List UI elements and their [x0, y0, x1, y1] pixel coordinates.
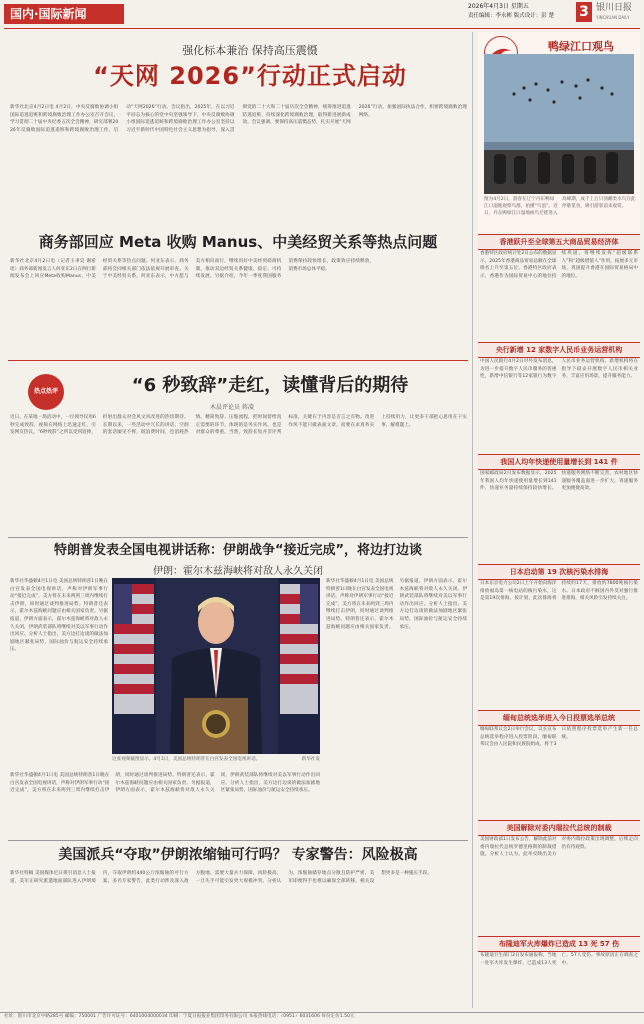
uranium-body: 新华社特稿 美国媒体近日援引消息人士报道，美军正研究派遣地面部队进入伊朗境内，夺取伊朗约440公斤浓缩铀的可行方案。多名专家警告，此类行动涉及深入敌方腹地、需要大量兵力保障，风险极高，一旦失手可能引发更大规模冲突。分析认为，浓缩铀储存地点分散且防护严密，美军即便得手也难以确保全部转移，相关设想更多是一种施压手段。 [10, 871, 432, 884]
header-rule [4, 28, 640, 29]
birdwatch-photo [484, 54, 634, 194]
uranium-divider [8, 840, 468, 841]
brief5-title: 缅甸总统选举进入今日投票选举总统 [503, 714, 615, 722]
brief6-title-box [478, 820, 640, 836]
trump-photo-illustration [112, 578, 320, 754]
brief7-title-box [478, 936, 640, 952]
trump-subhead: 伊朗：霍尔木兹海峡将对敌人永久关闭 [153, 566, 323, 577]
brief4-body: 日本东京电力公司2日上午开始向海洋排放福岛第一核电站的核污染水，这是第19次排海。按计划，此次排海将持续约17天，排放约7800吨核污染水。日本政府不顾国内外反对强行推进排海，相关风险引发持续关注。 [480, 581, 638, 602]
brief4-title: 日本启动第 19 次核污染水排海 [509, 568, 609, 576]
column-separator [472, 32, 473, 1008]
page-header [0, 0, 644, 28]
trump-headline: 特朗普发表全国电视讲话称：伊朗战争“接近完成”，将边打边谈 [53, 543, 423, 558]
uranium-headline: 美国派兵“夺取”伊朗浓缩铀可行吗？ 专家警告：风险极高 [58, 847, 418, 863]
lead-body: 新华社北京4月2日电 4月2日，中央反腐败协调小组国际追逃追赃和跨境腐败治理工作办公室召开会议，学习贯彻二十届中央纪委五次全会精神，研究部署2026年反腐败国际追逃追赃和跨境腐败治理工作，启动“天网2026”行动。会议指出，2025年，在以习近平同志为核心的党中央坚强领导下，中央反腐败协调小组国际追逃追赃和跨境腐败治理工作办公室坚持以习近平新时代中国特色社会主义思想为指导，深入贯彻党的二十大和二十届历次全会精神，统筹推进追逃防逃追赃，持续深化跨境腐败治理，取得新进展新成效。会议强调，要保持高压震慑态势，扎实开展“天网2026”行动，加强国际执法合作，织密跨境腐败治理网络。 [10, 105, 467, 133]
brief5-title-box [478, 710, 640, 726]
trump-body-left: 新华社华盛顿4月1日电 美国总统特朗普1日晚在白宫发表全国电视讲话，声称对伊朗军事行动“接近完成”，美方将在未来两到三周内继续打击伊朗，同时通过谈判推进局势。特朗普还表示，霍尔木兹海峡问题应由相关国家负责。另据报道，伊朗方面表示，霍尔木兹海峡将对敌人永久关闭，伊朗武装部队将继续对美以军事行动作出回应。分析人士指出，美方边打边谈的做法加剧地区紧张局势，国际油价与航运安全持续承压。 [10, 579, 108, 653]
hot-byline: 木晨评论员 蒋凌 [210, 404, 254, 411]
brief7-title: 布隆迪军火库爆炸已造成 13 死 57 伤 [498, 940, 620, 948]
meta-headline: 商务部回应 Meta 收购 Manus、中美经贸关系等热点问题 [38, 233, 438, 251]
trump-photo [112, 578, 320, 754]
trump-body-bottom: 新华社华盛顿4月1日电 美国总统特朗普1日晚在白宫发表全国电视讲话，声称对伊朗军事行动“接近完成”，美方将在未来两到三周内继续打击伊朗，同时通过谈判推进局势。特朗普还表示，霍尔木兹海峡问题应由相关国家负责。另据报道，伊朗方面表示，霍尔木兹海峡将对敌人永久关闭，伊朗武装部队将继续对美以军事行动作出回应。分析人士指出，美方边打边谈的做法加剧地区紧张局势，国际油价与航运安全持续承压。 [10, 773, 320, 794]
brief3-body: 国家邮政局2日发布数据显示，2025年我国人均年快递使用量增长到141件，快递业务量持续保持较快增长。快递服务网络不断完善，农村地区快递服务覆盖面进一步扩大，寄递服务更加便捷高效。 [480, 471, 638, 492]
birdwatch-caption: 图为4月2日，游客在辽宁丹东鸭绿江口湿地观察鸟群，拍摄“鸟浪”。近日，丹东鸭绿江口湿地候鸟迁徙进入高峰期，成千上万只鸻鹬类水鸟在此停歇觅食，吸引游客前来观赏。 [484, 197, 636, 216]
us-flag-left [114, 584, 154, 714]
lead-kicker: 强化标本兼治 保持高压震慑 [182, 44, 318, 57]
trump-photo-credit: 新华社发 [301, 757, 320, 762]
brief2-title: 央行新增 12 家数字人民币业务运营机构 [495, 346, 623, 354]
hot-badge [28, 374, 64, 410]
paper-name-en: YINCHUAN DAILY [596, 15, 630, 20]
brief1-body: 香港特区政府统计处2日公布的数据显示，2025年香港商品贸易总额在全球排名上升至第五位。香港特区政府表示，香港作为国际贸易中心的地位持续巩固，将继续发挥“超级联系人”和“超级增值人”作用，拓展多元市场，巩固提升香港在国际贸易格局中的地位。 [480, 251, 638, 279]
brief6-title: 美国解除对委内瑞拉代总统的制裁 [506, 824, 612, 832]
editor-credits: 责任编辑：李永彬 版式设计：彭 楚 [468, 13, 554, 19]
issue-date: 2026年4月3日 星期五 [468, 3, 529, 10]
right-section-title: 鸭绿江口观鸟 [548, 40, 614, 53]
paper-name: 银川日报 [596, 3, 633, 13]
brief7-body: 布隆迪卫生部门2日发布通报称，当地一处军火库发生爆炸，已造成13人死亡、57人受伤。事故原因正在调查之中。 [480, 953, 638, 966]
page-number: 3 [576, 2, 592, 22]
page-footer: 社址：银川市北京中路285号 邮编：750001 广告许可证号：6401004000034 印刷：宁夏日报报业集团印务有限公司 本报热线电话：（0951）6031606 每份定价1.50元 [0, 1012, 644, 1024]
hot-badge-label: 热点热评 [33, 388, 58, 395]
hot-divider [8, 360, 468, 369]
brief3-title-box [478, 454, 640, 470]
hot-headline: “6 秒致辞”走红，读懂背后的期待 [131, 375, 409, 396]
brief2-title-box [478, 342, 640, 358]
section-title: 国内·国际新闻 [4, 4, 124, 24]
trump-body-right: 新华社华盛顿4月1日电 美国总统特朗普1日晚在白宫发表全国电视讲话，声称对伊朗军事行动“接近完成”，美方将在未来两到三周内继续打击伊朗，同时通过谈判推进局势。特朗普还表示，霍尔木兹海峡问题应由相关国家负责。另据报道，伊朗方面表示，霍尔木兹海峡将对敌人永久关闭，伊朗武装部队将继续对美以军事行动作出回应。分析人士指出，美方边打边谈的做法加剧地区紧张局势，国际油价与航运安全持续承压。 [326, 579, 467, 630]
brief2-body: 中国人民银行4月2日对外发布消息，为进一步提升数字人民币服务的普惠性，新增中信银行等12家银行为数字人民币业务运营机构。新增机构将在指导下稳妥开展数字人民币相关业务，丰富应用场景，提升服务能力。 [480, 359, 638, 380]
birdwatch-photo-illustration [484, 54, 634, 194]
meta-body: 新华社北京4月2日电（记者王聿昊 谢希瑶）商务部新闻发言人何亚东2日在例行新闻发布会上回应Meta收购Manus、中美经贸关系等热点问题。何亚东表示，商务部将会同相关部门依法依规开展审查。关于中美经贸关系，何亚东表示，中方愿与美方相向而行，继续用好中美经贸磋商机制，推动双边经贸关系健康、稳定、可持续发展。另据介绍，今年一季度我国服务消费保持较快增长，政策效应持续释放，消费市场总体平稳。 [10, 259, 375, 280]
brief1-title-box [478, 234, 640, 250]
brief3-title: 我国人均年快递使用量增长到 141 件 [500, 458, 618, 466]
brief5-body: 缅甸联邦议会2日举行会议，议长宣布总统选举程序进入投票阶段。缅甸联邦议会由人民院和民族院组成，将于3日依照程序投票选举产生新一任总统。 [480, 727, 638, 748]
us-flag-right [280, 584, 318, 714]
hot-body: 近日，在某地一场活动中，一位领导仅用6秒完成致辞，视频在网络上迅速走红，引发网友热议。“6秒致辞”之所以受到追捧，折射出群众对会风文风改进的热切期待。长期以来，一些活动中冗长的讲话、空洞的套话屡见不鲜，既浪费时间，也消耗热情。精简致辞、压缩流程，把时间留给真正需要的环节，体现的是务实作风，也是对群众的尊重。当然，致辞长短并非评判标准，关键在于内容是否言之有物。改进作风不能只做表面文章，而要在求真务实上持续用力，让更多干部把心思用在干实事、解难题上。 [10, 415, 467, 436]
trump-divider [8, 537, 468, 538]
lead-headline: “天网 2026”行动正式启动 [93, 62, 407, 90]
trump-photo-caption: 这张视频截图显示，4月1日，美国总统特朗普在白宫发表全国电视讲话。 [112, 757, 261, 762]
brief1-title: 香港跃升至全球第五大商品贸易经济体 [499, 238, 619, 246]
brief4-title-box [478, 564, 640, 580]
brief6-body: 美国财政部1日发布公告，解除此前对委内瑞拉代总统罗德里格斯的制裁措施。分析人士认为，此举反映出美方对委内瑞拉政策出现调整，后续走向仍有待观察。 [480, 837, 638, 858]
